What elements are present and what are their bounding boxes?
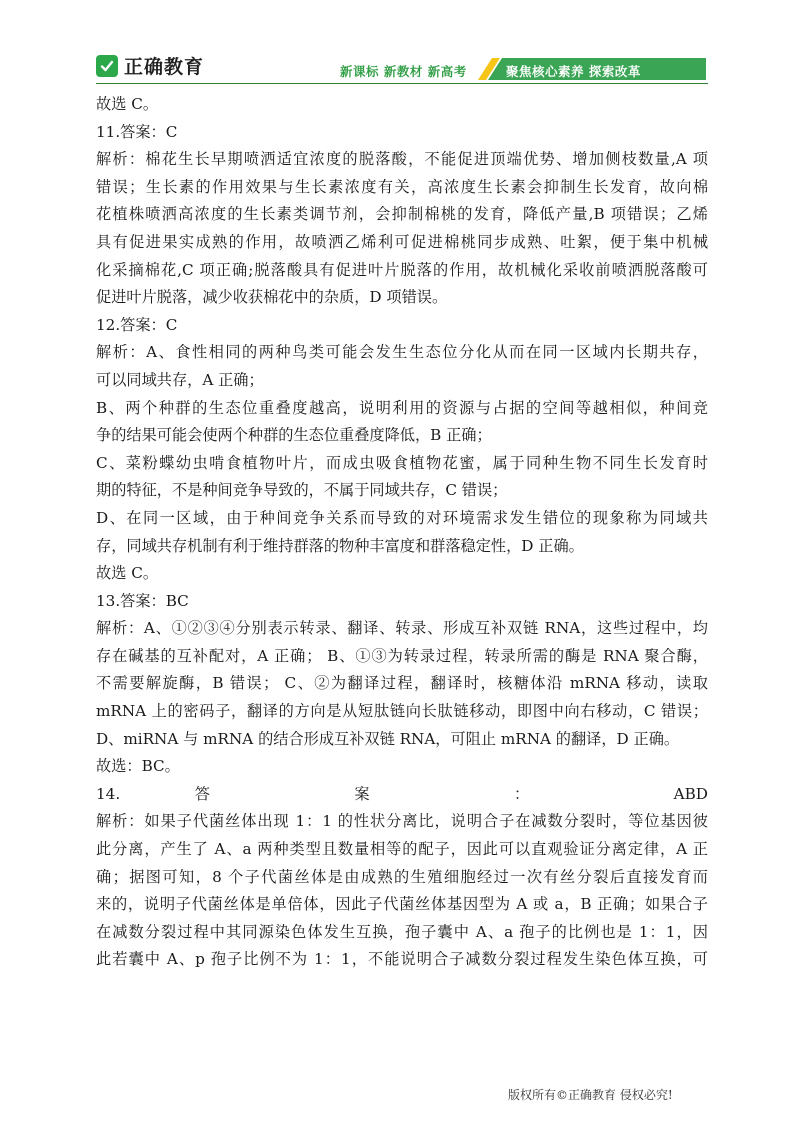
text-line: D、miRNA 与 mRNA 的结合形成互补双链 RNA，可阻止 mRNA 的翻译，D 正确。 [96,729,680,748]
footer-copyright: 版权所有©正确教育 侵权必究! [508,1088,673,1102]
header-divider [96,83,708,84]
text-line: D、在同一区域，由于种间竞争关系而导致的对环境需求发生错位的现象称为同域共 [96,508,708,527]
text-line: 存在碱基的互补配对，A 正确； B、①③为转录过程，转录所需的酶是 RNA 聚合酶， [96,646,708,665]
text-line: 在减数分裂过程中其同源染色体发生互换，孢子囊中 A、a 孢子的比例也是 1：1，因 [96,922,708,941]
slogan-right: 聚焦核心素养 探索改革 [506,64,641,79]
answer-heading: 11.答案：C [96,122,178,141]
answer-content [96,91,708,974]
text-line: 化采摘棉花,C 项正确;脱落酸具有促进叶片脱落的作用，故机械化采收前喷洒脱落酸可 [96,260,708,279]
text-line: 故选 C。 [96,95,159,113]
text-line: 花植株喷洒高浓度的生长素类调节剂，会抑制棉桃的发育，降低产量,B 项错误；乙烯 [96,205,708,224]
text-line: 此分离，产生了 A、a 两种类型且数量相等的配子，因此可以直观验证分离定律，A 正 [96,840,708,859]
checkmark-icon [96,55,118,77]
text-line: 此若囊中 A、p 孢子比例不为 1：1，不能说明合子减数分裂过程发生染色体互换，可 [96,950,708,969]
page-header [0,0,800,90]
text-line: mRNA 上的密码子，翻译的方向是从短肽链向长肽链移动，即图中向右移动，C 错误； [96,702,708,721]
text-line: 可以同域共存，A 正确； [96,370,264,389]
text-line: 促进叶片脱落，减少收获棉花中的杂质，D 项错误。 [96,288,448,307]
text-line: 故选 C。 [96,564,159,583]
text-line: 具有促进果实成熟的作用，故喷洒乙烯利可促进棉桃同步成熟、吐絮，便于集中机械 [96,232,708,251]
brand-logo [96,52,204,79]
text-line: 解析：棉花生长早期喷洒适宜浓度的脱落酸，不能促进顶端优势、增加侧枝数量,A 项 [96,150,708,169]
text-line: 解析：A、食性相同的两种鸟类可能会发生生态位分化从而在同一区域内长期共存， [96,343,708,362]
text-line: 故选：BC。 [96,757,180,776]
text-line: 来的，说明子代菌丝体是单倍体，因此子代菌丝体基因型为 A 或 a，B 正确；如果合子 [96,895,708,914]
text-line: 错误；生长素的作用效果与生长素浓度有关，高浓度生长素会抑制生长发育，故向棉 [96,177,708,196]
text-line: B、两个种群的生态位重叠度越高，说明利用的资源与占据的空间等越相似，种间竞 [96,398,708,417]
text-line: 确；据图可知，8 个子代菌丝体是由成熟的生殖细胞经过一次有丝分裂后直接发育而 [96,867,708,886]
text-line: 存，同域共存机制有利于维持群落的物种丰富度和群落稳定性，D 正确。 [96,536,584,555]
answer-heading: 13.答案：BC [96,591,189,610]
text-line: 争的结果可能会使两个种群的生态位重叠度降低，B 正确； [96,426,492,445]
answer-heading: 14. 答 案 ： ABD [96,784,708,803]
answer-heading: 12.答案：C [96,315,178,334]
text-line: C、菜粉蝶幼虫啃食植物叶片，而成虫吸食植物花蜜，属于同种生物不同生长发育时 [96,453,708,472]
slogan-left: 新课标 新教材 新高考 [340,64,467,79]
text-line: 解析：A、①②③④分别表示转录、翻译、转录、形成互补双链 RNA，这些过程中，均 [96,619,708,638]
text-line: 期的特征，不是种间竞争导致的，不属于同域共存，C 错误； [96,481,508,500]
text-line: 不需要解旋酶，B 错误； C、②为翻译过程，翻译时，核糖体沿 mRNA 移动，读取 [96,674,708,693]
brand-name: 正确教育 [124,56,205,78]
text-line: 解析：如果子代菌丝体出现 1：1 的性状分离比，说明合子在减数分裂时，等位基因彼 [96,812,708,831]
